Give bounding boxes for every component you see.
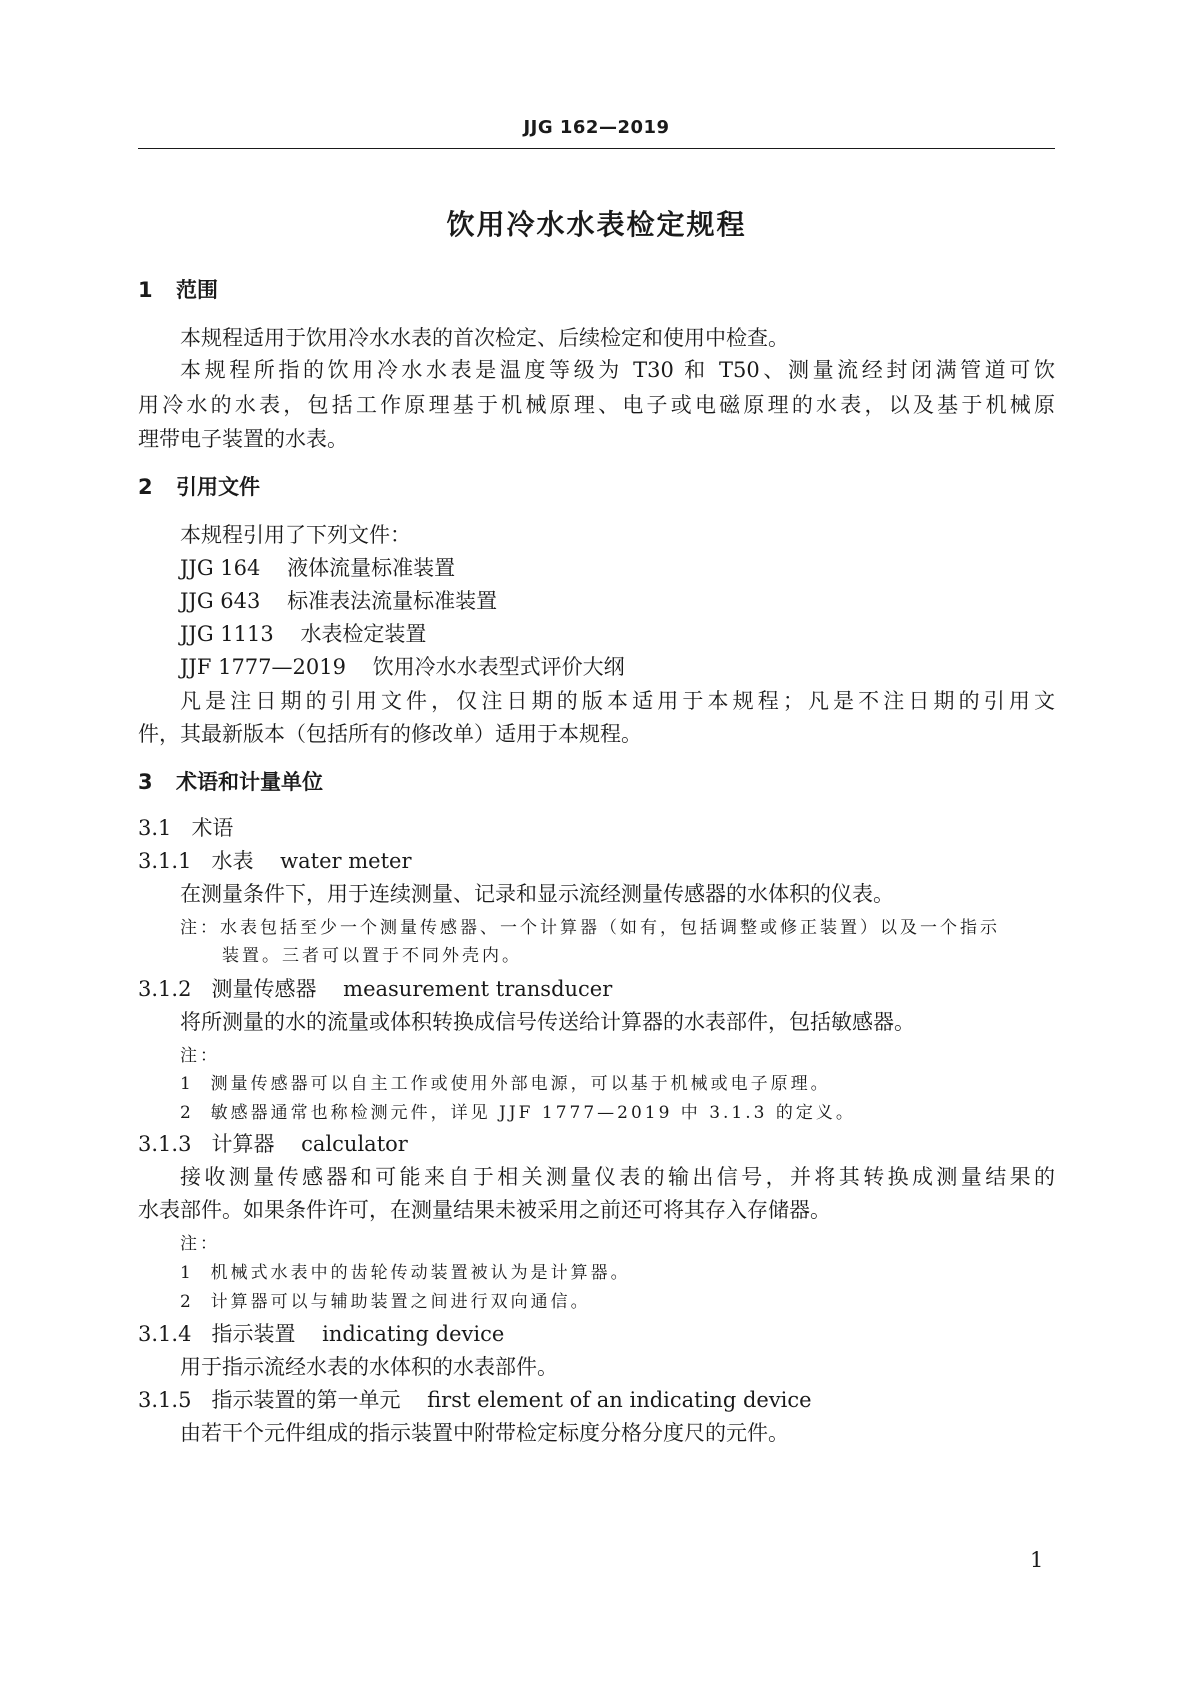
term-en: calculator: [301, 1132, 408, 1156]
term-definition-line: 接收测量传感器和可能来自于相关测量仪表的输出信号，并将其转换成测量结果的: [180, 1165, 1055, 1189]
note-number: 1: [180, 1263, 194, 1283]
section-title: 引用文件: [176, 475, 260, 499]
reference-code: JJG 164: [180, 556, 261, 580]
note-line: 装置。三者可以置于不同外壳内。: [222, 946, 522, 966]
term-number: 3.1.2: [138, 977, 192, 1001]
term-en: indicating device: [322, 1322, 505, 1346]
header-rule: [138, 148, 1055, 149]
reference-code: JJF 1777—2019: [180, 655, 346, 679]
page-number: 1: [1030, 1548, 1044, 1572]
term-number: 3.1.5: [138, 1388, 192, 1412]
note-number: 1: [180, 1074, 194, 1094]
term-definition: 在测量条件下，用于连续测量、记录和显示流经测量传感器的水体积的仪表。: [180, 882, 894, 906]
note-text: 计算器可以与辅助装置之间进行双向通信。: [210, 1292, 591, 1312]
subsection-3-1: [138, 814, 233, 842]
standard-code: JJG 162—2019: [523, 117, 670, 138]
term-zh: 指示装置: [211, 1322, 296, 1346]
reference-name: 标准表法流量标准装置: [287, 589, 498, 613]
term-definition: 将所测量的水的流量或体积转换成信号传送给计算器的水表部件，包括敏感器。: [180, 1010, 915, 1034]
term-number: 3.1.3: [138, 1132, 192, 1156]
note-number: 2: [180, 1292, 194, 1312]
reference-name: 饮用冷水水表型式评价大纲: [372, 655, 625, 679]
term-3-1-2: [138, 975, 612, 1003]
note-text: 测量传感器可以自主工作或使用外部电源，可以基于机械或电子原理。: [210, 1074, 831, 1094]
term-zh: 计算器: [211, 1132, 275, 1156]
section-number: 3: [138, 770, 153, 794]
note-label: 注：: [180, 1046, 220, 1066]
reference-item: [180, 554, 455, 582]
term-zh: 测量传感器: [211, 977, 317, 1001]
term-3-1-1: [138, 847, 412, 875]
term-definition: 用于指示流经水表的水体积的水表部件。: [180, 1355, 558, 1379]
section-2-heading: [138, 473, 260, 501]
term-zh: 水表: [211, 849, 254, 873]
term-en: first element of an indicating device: [427, 1388, 812, 1412]
section-title: 术语和计量单位: [176, 770, 323, 794]
page-header: [138, 117, 1055, 138]
term-definition: 由若干个元件组成的指示装置中附带检定标度分格分度尺的元件。: [180, 1421, 789, 1445]
section-number: 2: [138, 475, 153, 499]
note-item: [180, 1099, 856, 1127]
reference-item: [180, 653, 625, 681]
note-label: 注：: [180, 1234, 220, 1254]
term-definition-line: 水表部件。如果条件许可，在测量结果未被采用之前还可将其存入存储器。: [138, 1198, 831, 1222]
term-zh: 指示装置的第一单元: [211, 1388, 401, 1412]
note-number: 2: [180, 1103, 194, 1123]
subsection-number: 3.1: [138, 816, 172, 840]
note-item: [180, 1259, 631, 1287]
note-line: 注：水表包括至少一个测量传感器、一个计算器（如有，包括调整或修正装置）以及一个指示: [180, 918, 1000, 938]
paragraph-line: 本规程所指的饮用冷水水表是温度等级为 T30 和 T50、测量流经封闭满管道可饮: [180, 358, 1055, 382]
note-text: 机械式水表中的齿轮传动装置被认为是计算器。: [210, 1263, 631, 1283]
subsection-title: 术语: [191, 816, 234, 840]
reference-code: JJG 643: [180, 589, 261, 613]
paragraph: 本规程适用于饮用冷水水表的首次检定、后续检定和使用中检查。: [180, 326, 789, 350]
reference-name: 水表检定装置: [300, 622, 427, 646]
term-3-1-3: [138, 1130, 408, 1158]
note-item: [180, 1288, 591, 1316]
term-number: 3.1.1: [138, 849, 192, 873]
paragraph-line: 用冷水的水表，包括工作原理基于机械原理、电子或电磁原理的水表，以及基于机械原: [138, 393, 1055, 417]
document-title: 饮用冷水水表检定规程: [446, 208, 747, 241]
paragraph-line: 理带电子装置的水表。: [138, 427, 348, 451]
reference-name: 液体流量标准装置: [287, 556, 456, 580]
term-number: 3.1.4: [138, 1322, 192, 1346]
term-en: water meter: [280, 849, 412, 873]
term-3-1-5: [138, 1386, 812, 1414]
paragraph-line: 件，其最新版本（包括所有的修改单）适用于本规程。: [138, 722, 642, 746]
reference-code: JJG 1113: [180, 622, 274, 646]
section-3-heading: [138, 768, 323, 796]
reference-item: [180, 620, 426, 648]
section-title: 范围: [176, 278, 218, 302]
paragraph-line: 凡是注日期的引用文件，仅注日期的版本适用于本规程；凡是不注日期的引用文: [180, 689, 1055, 713]
term-en: measurement transducer: [343, 977, 613, 1001]
term-3-1-4: [138, 1320, 504, 1348]
section-1-heading: [138, 276, 218, 304]
reference-item: [180, 587, 497, 615]
paragraph: 本规程引用了下列文件：: [180, 523, 411, 547]
section-number: 1: [138, 278, 153, 302]
note-text: 敏感器通常也称检测元件，详见 JJF 1777—2019 中 3.1.3 的定义。: [210, 1103, 856, 1123]
note-item: [180, 1070, 831, 1098]
